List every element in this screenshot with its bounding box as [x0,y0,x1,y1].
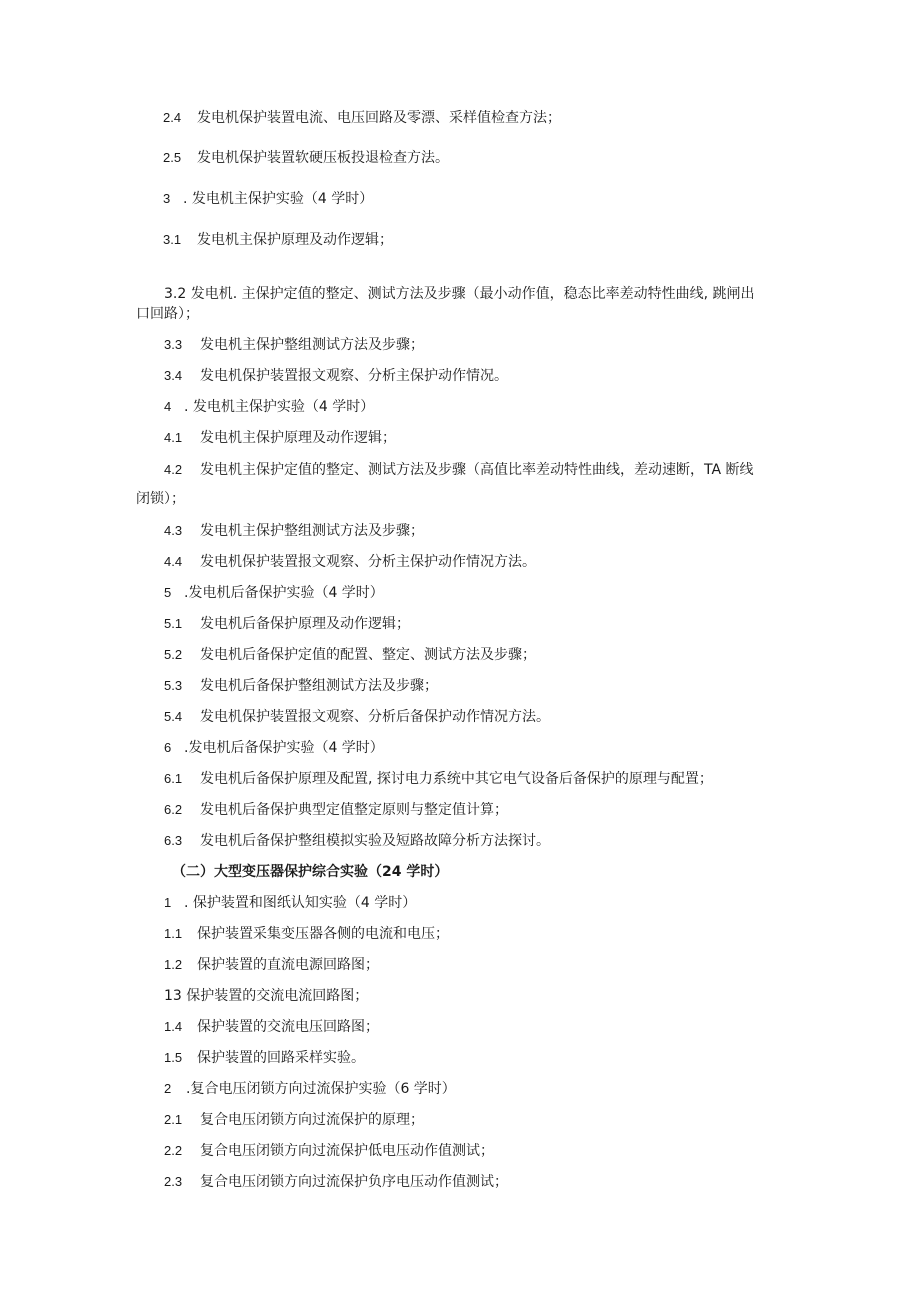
item-number: 1.5 [164,1050,183,1065]
item-number: 6.3 [164,833,183,848]
chapter-heading [172,862,448,882]
item-number: 4.3 [164,523,183,538]
item-text: 发电机主保护原理及动作逻辑； [200,430,396,446]
item-number: 5.2 [164,647,183,662]
item-number: 6.2 [164,802,183,817]
item-text: 3.2 发电机. 主保护定值的整定、测试方法及步骤（最小动作值，稳态比率差动特性曲线, 跳闸出 [164,286,755,302]
item-text: 保护装置的回路采样实验。 [197,1050,365,1066]
item-number: 4.4 [164,554,183,569]
section-heading [164,583,384,603]
item-text: . 发电机主保护实验（4 学时） [184,399,375,415]
item-text: .发电机后备保护实验（4 学时） [184,585,384,601]
item-text: . 保护装置和图纸认知实验（4 学时） [184,895,417,911]
list-item [164,924,449,944]
item-text: 发电机后备保护整组模拟实验及短路故障分析方法探讨。 [200,833,550,849]
item-number: 6 [164,740,172,755]
item-text: 发电机后备保护原理及配置, 探讨电力系统中其它电气设备后备保护的原理与配置； [200,771,713,787]
item-text: 发电机保护装置报文观察、分析后备保护动作情况方法。 [200,709,550,725]
item-text: 发电机后备保护典型定值整定原则与整定值计算； [200,802,508,818]
item-number: 1.4 [164,1019,183,1034]
item-number: 1.2 [164,957,183,972]
item-text: 13 保护装置的交流电流回路图； [164,988,369,1004]
list-item [164,335,424,355]
item-text: 发电机主保护整组测试方法及步骤； [200,337,424,353]
list-item [164,1017,379,1037]
section-heading [164,893,416,913]
section-heading [164,738,384,758]
item-number: 2.1 [164,1112,183,1127]
list-item [164,1048,365,1068]
list-item-continuation [136,489,185,509]
section-heading [163,189,373,209]
item-text: 复合电压闭锁方向过流保护低电压动作值测试； [200,1143,494,1159]
item-number: 1.1 [164,926,183,941]
item-text: 发电机保护装置报文观察、分析主保护动作情况。 [200,368,508,384]
item-number: 4.1 [164,430,183,445]
item-number: 3.3 [164,337,183,352]
heading-text: （二）大型变压器保护综合实验（24 学时） [172,864,449,880]
list-item [163,148,449,168]
list-item [163,108,561,128]
item-number: 5 [164,585,172,600]
item-text: 发电机主保护定值的整定、测试方法及步骤（高值比率差动特性曲线，差动速断，TA 断线 [200,462,754,478]
list-item [164,1110,424,1130]
item-text: . 发电机主保护实验（4 学时） [183,191,374,207]
list-item [164,614,410,634]
item-text: 发电机后备保护定值的配置、整定、测试方法及步骤； [200,647,536,663]
item-number: 2.5 [163,150,182,165]
list-item [163,230,393,250]
list-item [164,428,396,448]
list-item [164,645,536,665]
list-item [164,769,713,789]
list-item [164,707,550,727]
item-text: 发电机主保护整组测试方法及步骤； [200,523,424,539]
list-item [164,676,438,696]
item-text: .发电机后备保护实验（4 学时） [184,740,384,756]
list-item [164,1172,508,1192]
item-number: 3 [163,191,171,206]
list-item [164,831,550,851]
item-number: 6.1 [164,771,183,786]
item-number: 4 [164,399,172,414]
item-text: 闭锁）； [136,491,185,507]
item-text: 保护装置的交流电压回路图； [197,1019,379,1035]
item-text: 保护装置采集变压器各侧的电流和电压； [197,926,449,942]
list-item [164,986,368,1006]
item-text: 发电机主保护原理及动作逻辑； [197,232,393,248]
list-item [164,800,508,820]
item-number: 2 [164,1081,172,1096]
item-number: 2.4 [163,110,182,125]
item-text: 保护装置的直流电源回路图； [197,957,379,973]
list-item [164,955,379,975]
item-number: 1 [164,895,172,910]
item-text: 发电机后备保护原理及动作逻辑； [200,616,410,632]
item-number: 5.3 [164,678,183,693]
section-heading [164,1079,456,1099]
list-item [164,1141,494,1161]
list-item [164,284,755,304]
list-item-continuation [136,304,199,324]
item-text: 发电机保护装置软硬压板投退检查方法。 [197,150,449,166]
list-item [164,552,536,572]
item-text: 发电机后备保护整组测试方法及步骤； [200,678,438,694]
item-number: 3.4 [164,368,183,383]
list-item [164,366,508,386]
list-item [164,521,424,541]
section-heading [164,397,374,417]
item-number: 2.2 [164,1143,183,1158]
item-text: .复合电压闭锁方向过流保护实验（6 学时） [186,1081,456,1097]
item-text: 发电机保护装置报文观察、分析主保护动作情况方法。 [200,554,536,570]
item-number: 3.1 [163,232,182,247]
item-number: 4.2 [164,462,183,477]
item-number: 2.3 [164,1174,183,1189]
item-number: 5.1 [164,616,183,631]
item-text: 发电机保护装置电流、电压回路及零漂、采样值检查方法； [197,110,561,126]
item-number: 5.4 [164,709,183,724]
item-text: 复合电压闭锁方向过流保护负序电压动作值测试； [200,1174,508,1190]
item-text: 复合电压闭锁方向过流保护的原理； [200,1112,424,1128]
list-item [164,460,754,480]
item-text: 口回路）； [136,306,199,322]
